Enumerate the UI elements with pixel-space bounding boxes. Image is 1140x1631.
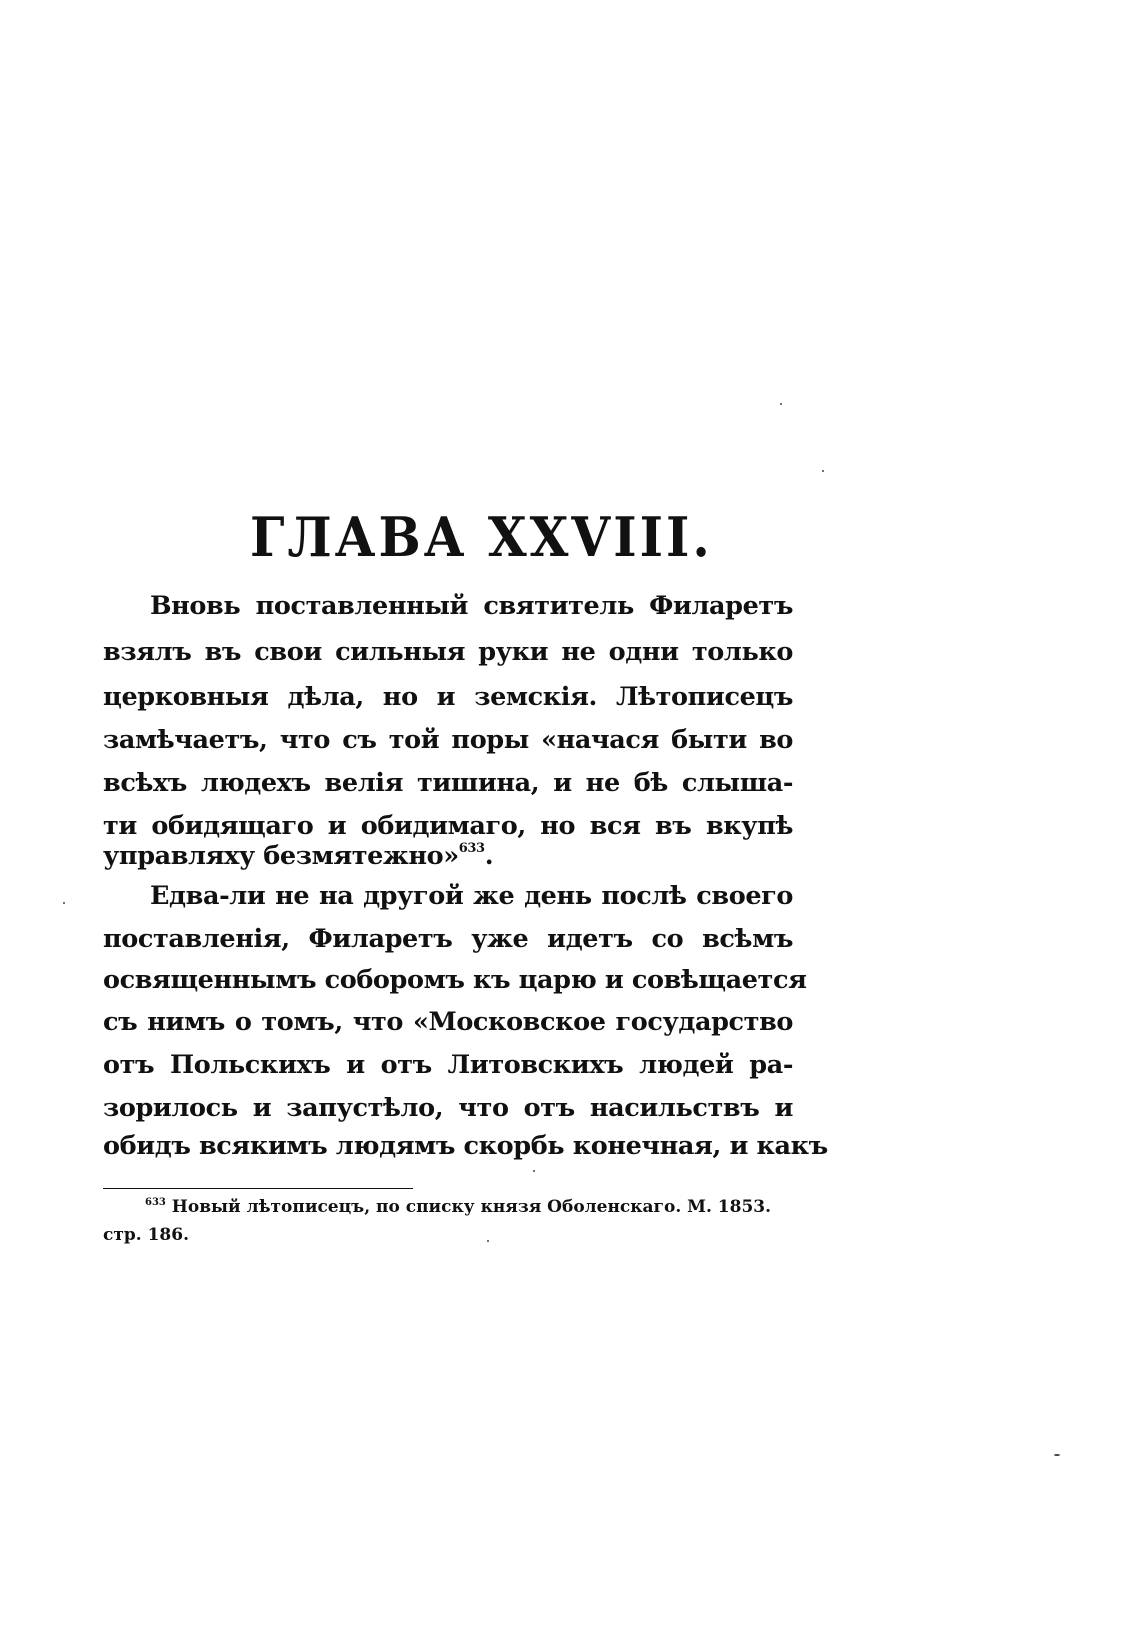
scan-speck <box>1054 1454 1060 1456</box>
text-line: всѣхъ людехъ велія тишина, и не бѣ слыша- <box>103 768 793 798</box>
footnote-ref-trailing: . <box>484 841 494 871</box>
text-line: Вновь поставленный святитель Филаретъ <box>150 591 793 621</box>
text-line: ти обидящаго и обидимаго, но вся въ вкупѣ <box>103 811 793 841</box>
scan-speck <box>533 1170 535 1172</box>
footnote-line <box>145 1194 771 1220</box>
text-line: освященнымъ соборомъ къ царю и совѣщается <box>103 965 807 995</box>
text-line: Едва-ли не на другой же день послѣ своего <box>150 881 793 911</box>
scan-speck <box>63 902 65 904</box>
text-line: съ нимъ о томъ, что «Московское государство <box>103 1007 793 1037</box>
text-line: церковныя дѣла, но и земскія. Лѣтописецъ <box>103 682 793 712</box>
text-line: зорилось и запустѣло, что отъ насильствъ и <box>103 1093 793 1123</box>
chapter-title: ГЛАВА XXVIII. <box>250 505 713 569</box>
footnote-divider <box>103 1188 413 1189</box>
footnote-ref[interactable]: 633 <box>458 841 485 856</box>
text-line: взялъ въ свои сильныя руки не одни только <box>103 637 793 667</box>
scan-speck <box>487 1240 489 1242</box>
text-line-last <box>103 838 793 874</box>
text-line: обидъ всякимъ людямъ скорбь конечная, и какъ <box>103 1131 828 1161</box>
footnote-number: 633 <box>145 1197 166 1208</box>
footnote-line-2: стр. 186. <box>103 1225 190 1245</box>
text-line: отъ Польскихъ и отъ Литовскихъ людей ра- <box>103 1050 793 1080</box>
text-line-content: управляху безмятежно» <box>103 841 459 871</box>
footnote-text: Новый лѣтописецъ, по списку князя Оболенскаго. М. 1853. <box>171 1197 772 1217</box>
text-line: поставленія, Филаретъ уже идетъ со всѣмъ <box>103 924 793 954</box>
scan-speck <box>780 403 782 405</box>
text-line: замѣчаетъ, что съ той поры «начася быти во <box>103 725 793 755</box>
scan-speck <box>822 470 824 472</box>
